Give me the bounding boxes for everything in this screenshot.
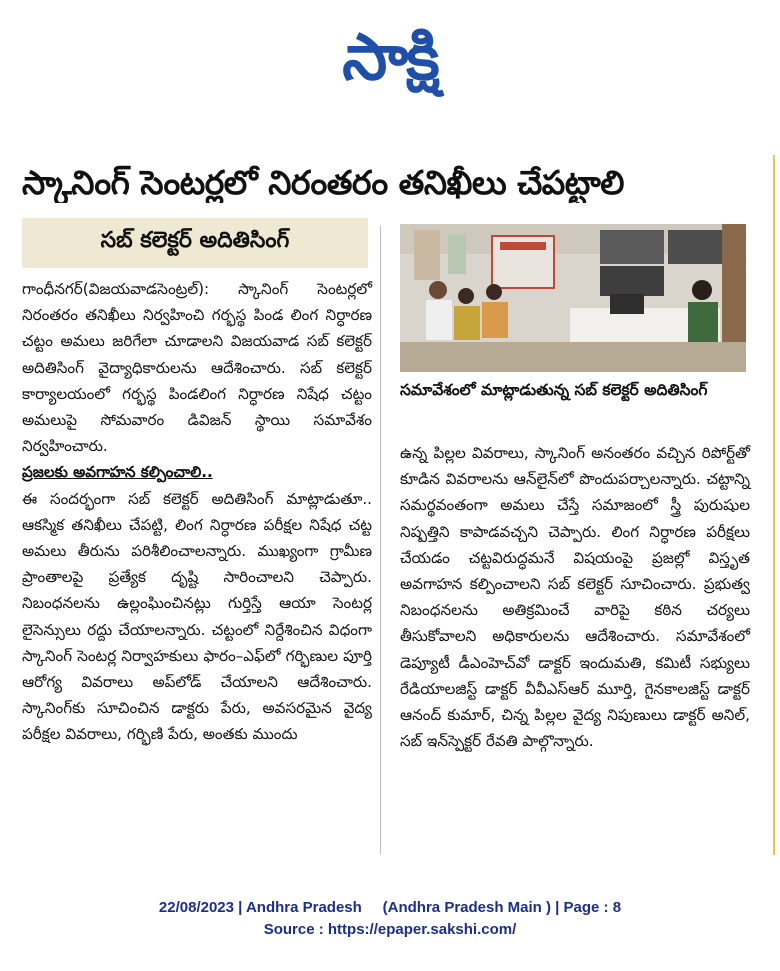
- sub-banner: [22, 218, 368, 268]
- meeting-photo-icon: [400, 224, 746, 372]
- footer-date-line: 22/08/2023 | Andhra Pradesh (Andhra Pradesh Main ) | Page : 8: [158, 899, 622, 916]
- page-edge-rule: [773, 155, 775, 855]
- sub-banner-text: సబ్ కలెక్టర్ అదితిసింగ్: [100, 228, 290, 253]
- article-paragraph-3: ఉన్న పిల్లల వివరాలు, స్కానింగ్ అనంతరం వచ్చిన రిపోర్ట్‌తో కూడిన వివరాలను ఆన్‌లైన్‌లో పొందుపర్చాలన్నారు. చట్టాన్ని సమర్థవంతంగా అమలు చేస్తే సమాజంలో స్త్రీ పురుషుల నిష్పత్తిని కాపాడవచ్చని చెప్పారు. లింగ నిర్ధారణ పరీక్షలు చేయడం చట్టవిరుద్ధమనే విషయంపై ప్రజల్లో విస్తృత అవగాహన కల్పించాలని సబ్ కలెక్టర్ సూచించారు. ప్రభుత్వ నిబంధనలను అతిక్రమించే వారిపై కఠిన చర్యలు తీసుకోవాలని అధికారులను ఆదేశించారు. సమావేశంలో డెప్యూటీ డీఎంహెచ్‌వో డాక్టర్ ఇందుమతి, కమిటీ సభ్యులు రేడియాలజిస్ట్ డాక్టర్ వీవీఎస్ఆర్ మూర్తి, గైనకాలజిస్ట్ డాక్టర్ ఆనంద్ కుమార్, చిన్న పిల్లల వైద్య నిపుణులు డాక్టర్ అనిల్, సబ్ ఇన్‌స్పెక్టర్ రేవతి పాల్గొన్నారు.: [400, 444, 750, 751]
- column-divider: [380, 226, 381, 854]
- article-column-left: [22, 276, 372, 748]
- article-headline: స్కానింగ్ సెంటర్లలో నిరంతరం తనిఖీలు చేపట్టాలి: [22, 163, 624, 202]
- masthead-logo: [290, 18, 490, 98]
- footer-source-line: Source : https://epaper.sakshi.com/: [263, 921, 517, 938]
- article-column-right: [400, 440, 750, 754]
- page-footer: [0, 897, 780, 941]
- photo-caption: సమావేశంలో మాట్లాడుతున్న సబ్ కలెక్టర్ అదితిసింగ్: [400, 381, 708, 399]
- logo-text: సాక్షి: [342, 21, 438, 95]
- article-paragraph-1: గాంధీనగర్(విజయవాడసెంట్రల్): స్కానింగ్ సెంటర్లలో నిరంతరం తనిఖీలు నిర్వహించి గర్భస్థ పిండ లింగ నిర్ధారణ చట్టం అమలు జరిగేలా చూడాలని విజయవాడ సబ్ కలెక్టర్ అదితిసింగ్ వైద్యాధికారులను ఆదేశించారు. సబ్ కలెక్టర్ కార్యాలయంలో గర్భస్థ పిండలింగ నిర్ధారణ నిషేధ చట్టం అమలుపై సోమవారం డివిజన్ స్థాయి సమావేశం నిర్వహించారు.: [22, 280, 372, 456]
- article-paragraph-2: ఈ సందర్భంగా సబ్ కలెక్టర్ అదితిసింగ్ మాట్లాడుతూ.. ఆకస్మిక తనిఖీలు చేపట్టి, లింగ నిర్ధారణ పరీక్షల నిషేధ చట్ట అమలు తీరును పరిశీలించాలన్నారు. ముఖ్యంగా గ్రామీణ ప్రాంతాలపై ప్రత్యేక దృష్టి సారించాలని చెప్పారు. నిబంధనలను ఉల్లంఘించినట్లు గుర్తిస్తే ఆయా సెంటర్ల లైసెన్సులు రద్దు చేయాలన్నారు. చట్టంలో నిర్దేశించిన విధంగా స్కానింగ్ సెంటర్ల నిర్వాహకులు ఫారం–ఎఫ్‌లో గర్భిణుల పూర్తి ఆరోగ్య వివరాలు అప్‌లోడ్ చేయాలని ఆదేశించారు. స్కానింగ్‌కు సూచించిన డాక్టరు పేరు, అవసరమైన వైద్య పరీక్షల వివరాలు, గర్భిణి పేరు, అంతకు ముందు: [22, 489, 372, 744]
- article-photo: [400, 224, 746, 372]
- article-subhead: ప్రజలకు అవగాహన కల్పించాలి..: [22, 463, 213, 482]
